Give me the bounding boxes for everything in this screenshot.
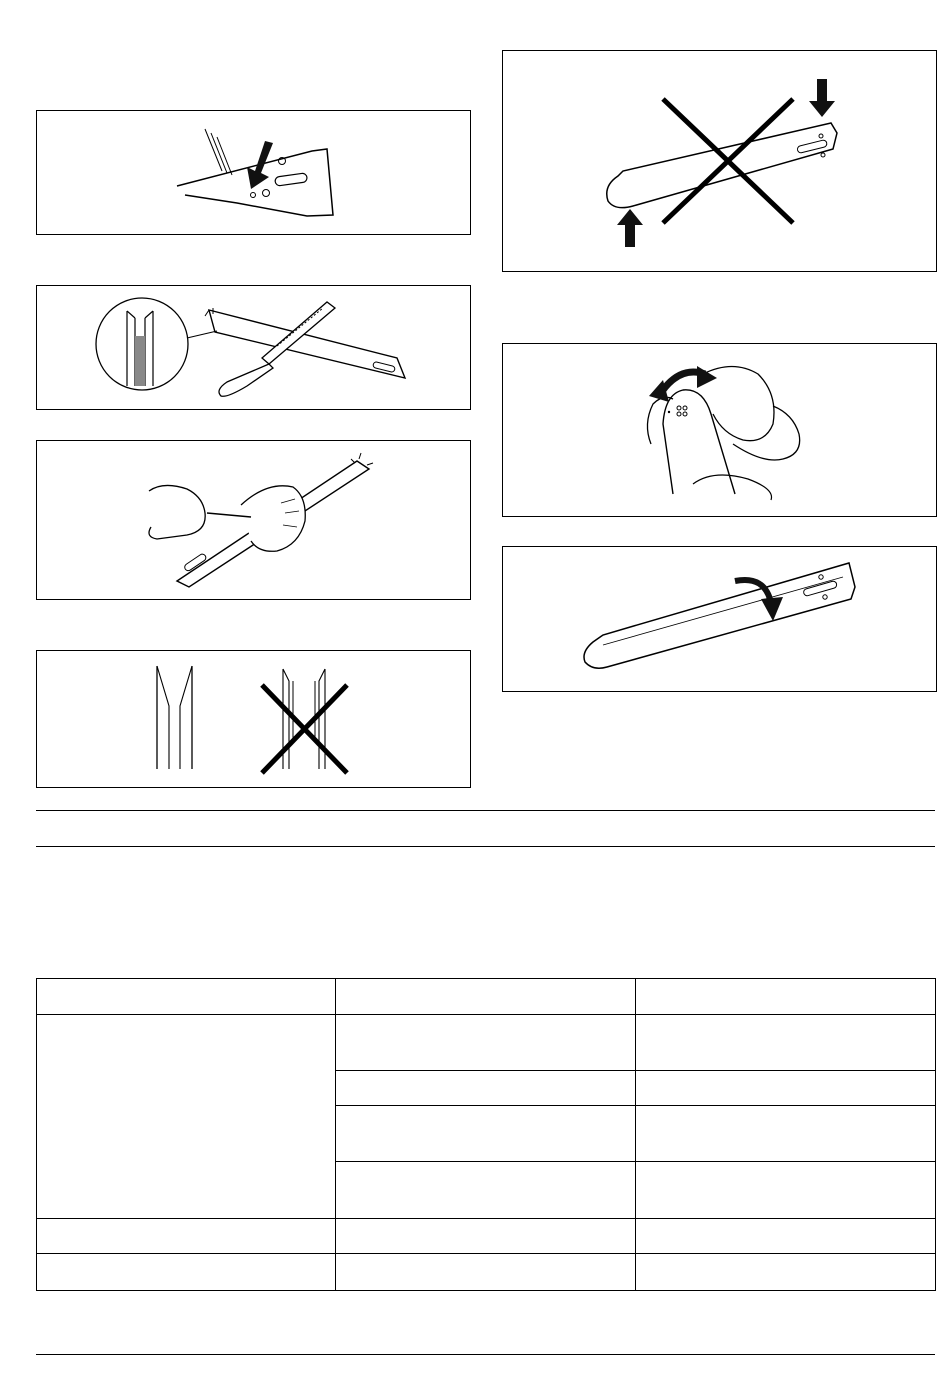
table-cell <box>636 979 936 1015</box>
table-cell <box>336 1254 636 1291</box>
troubleshooting-table <box>36 978 936 1291</box>
table-cell <box>636 1015 936 1071</box>
table-cell <box>336 1219 636 1254</box>
bar-uneven-wear-icon <box>503 51 938 273</box>
figure-bar-burr-removal <box>36 440 471 600</box>
table-row <box>37 1254 936 1291</box>
table-cell <box>336 1015 636 1071</box>
table-cell <box>336 979 636 1015</box>
nose-sprocket-rotate-icon <box>503 344 938 518</box>
bar-lubrication-hole-icon <box>37 111 472 236</box>
table-cell <box>636 1106 936 1162</box>
figure-bar-lubrication-hole <box>36 110 471 235</box>
table-cell <box>37 1254 336 1291</box>
section-bottom-rule <box>36 846 935 847</box>
table-header-row <box>37 979 936 1015</box>
figure-bar-wear-wrong <box>502 50 937 272</box>
figure-nose-sprocket <box>502 343 937 517</box>
table-cell <box>37 1015 336 1219</box>
figure-groove-profile <box>36 650 471 788</box>
table-cell <box>636 1254 936 1291</box>
bar-groove-file-icon <box>37 286 472 411</box>
section-top-rule <box>36 810 935 811</box>
bar-turn-over-icon <box>503 547 938 693</box>
table-cell <box>636 1162 936 1219</box>
table-row <box>37 1015 936 1071</box>
table-row <box>37 1219 936 1254</box>
bar-burr-removal-icon <box>37 441 472 601</box>
table-cell <box>336 1162 636 1219</box>
table-cell <box>37 1219 336 1254</box>
table-cell <box>636 1071 936 1106</box>
footer-rule <box>36 1354 935 1355</box>
table-cell <box>336 1071 636 1106</box>
figure-bar-groove-file <box>36 285 471 410</box>
table-cell <box>336 1106 636 1162</box>
table-cell <box>636 1219 936 1254</box>
groove-profile-icon <box>37 651 472 789</box>
figure-bar-turn <box>502 546 937 692</box>
table-cell <box>37 979 336 1015</box>
